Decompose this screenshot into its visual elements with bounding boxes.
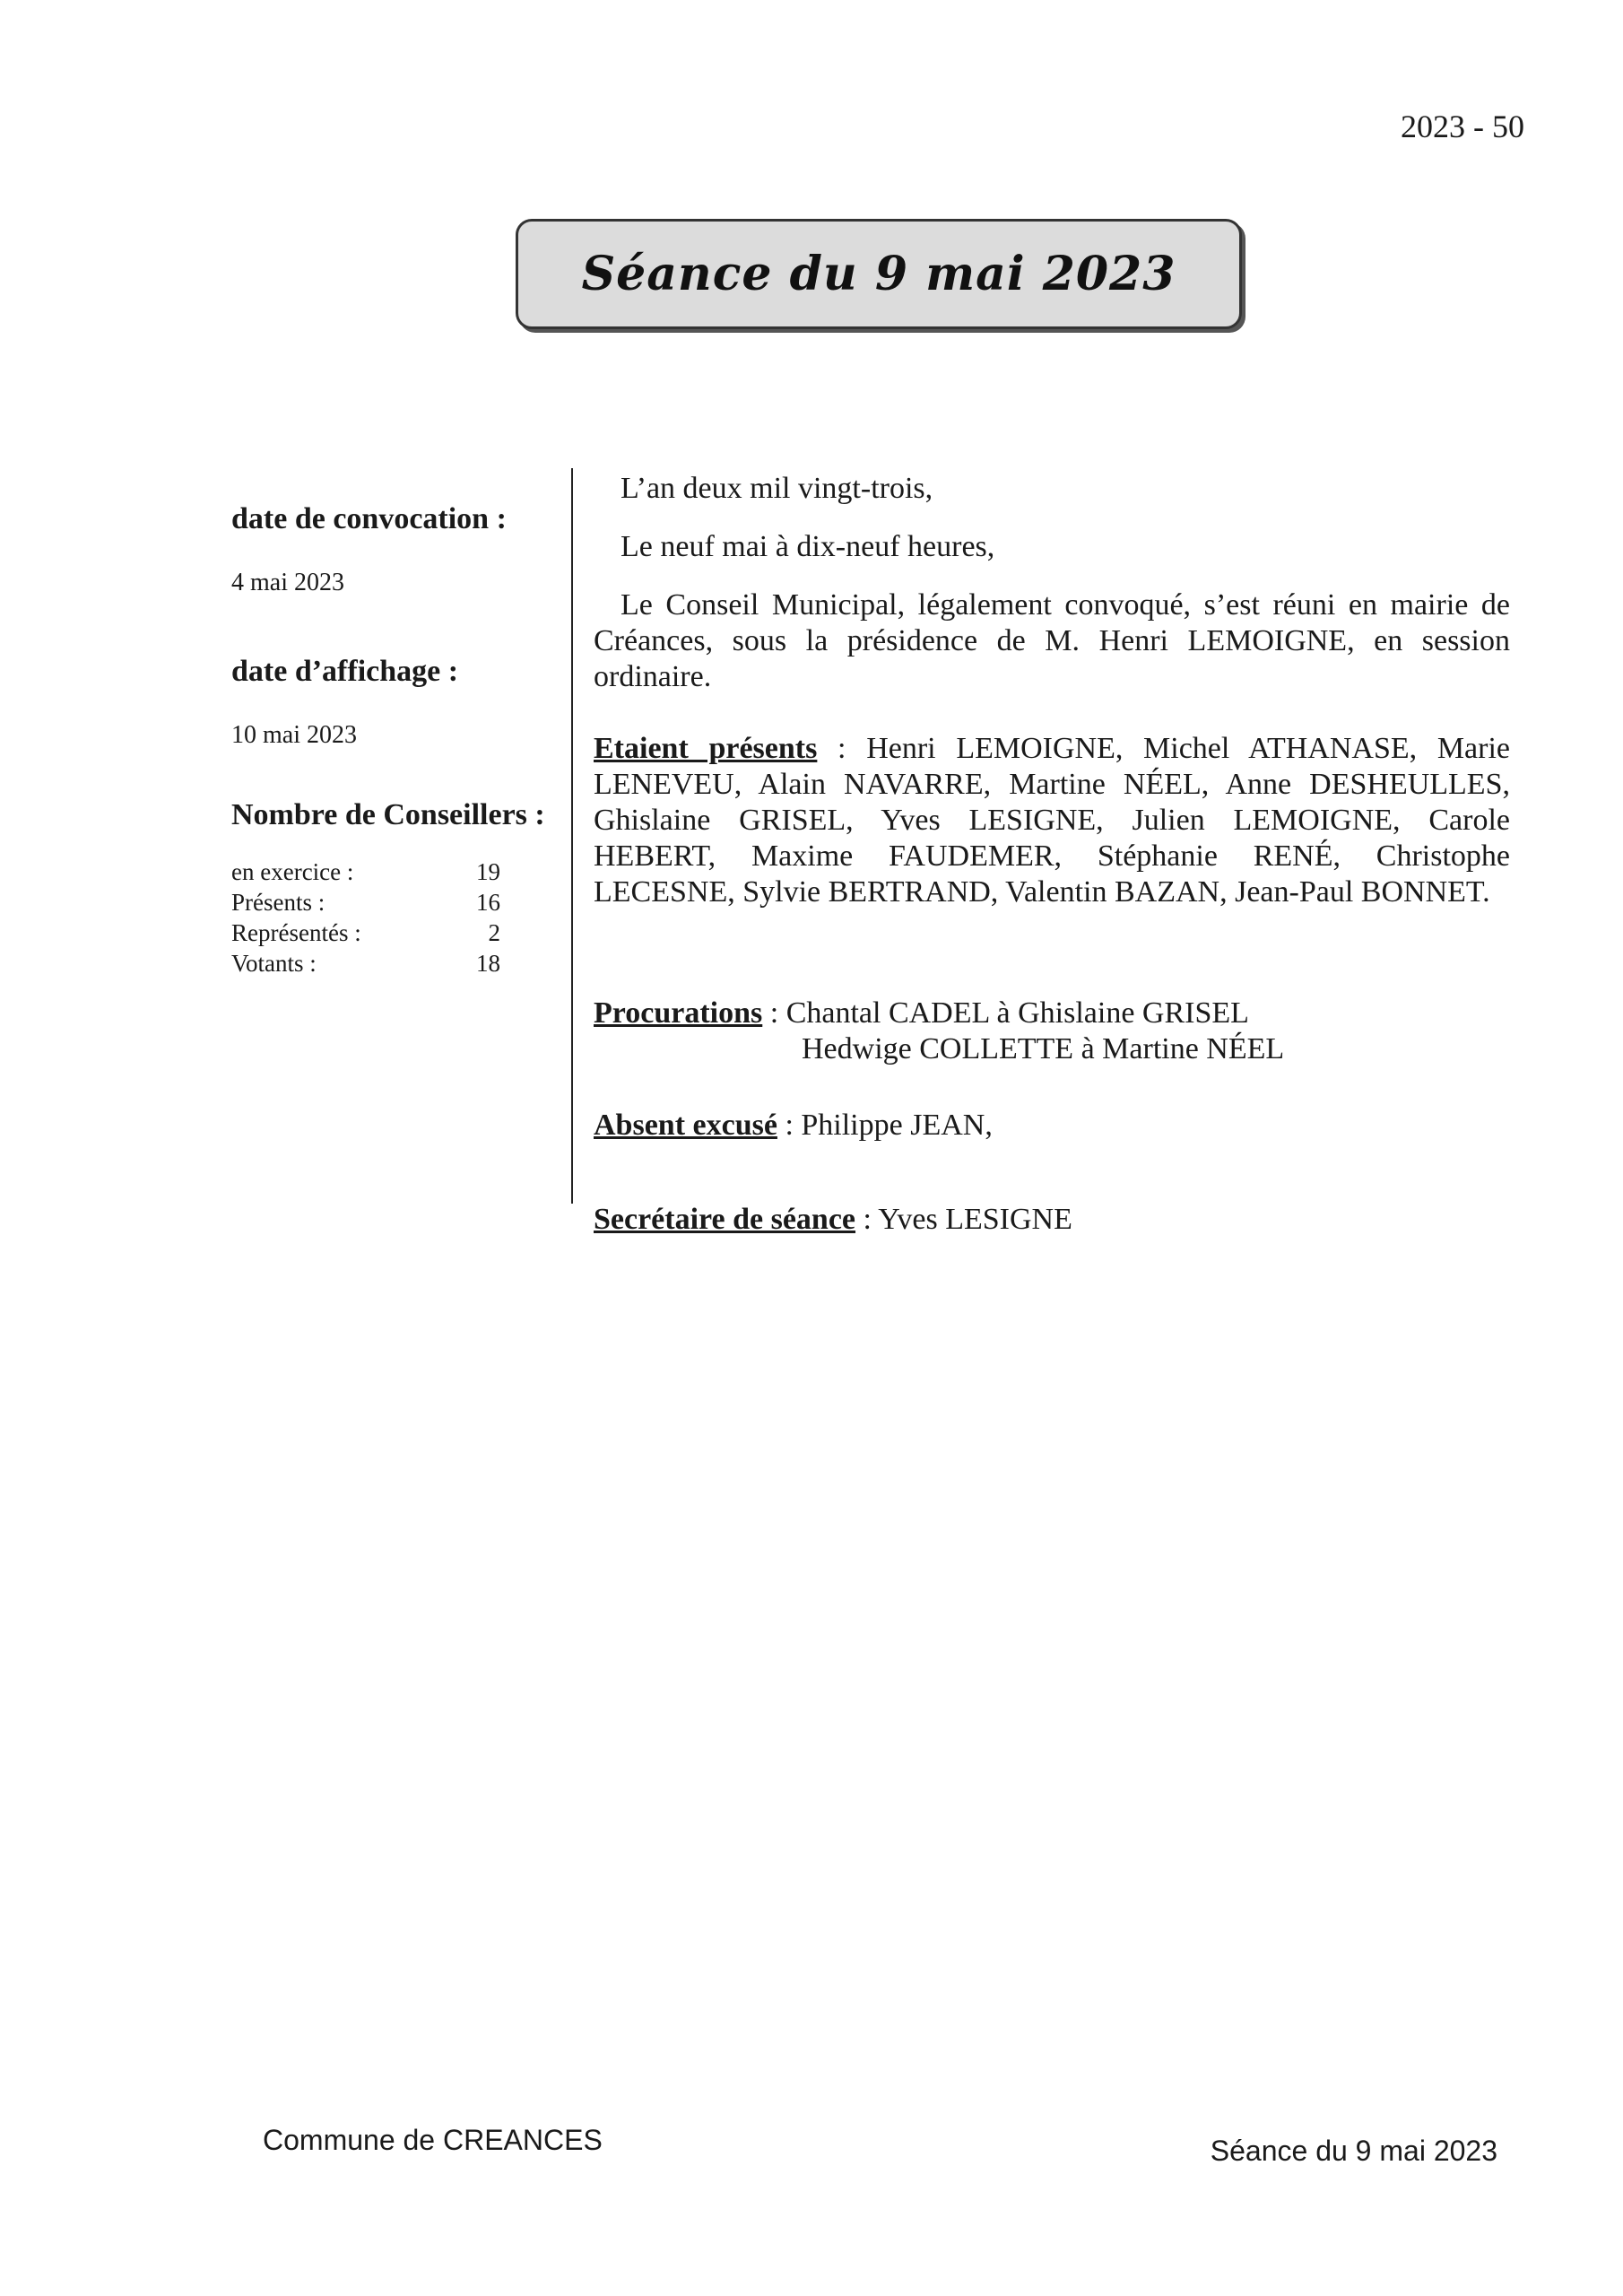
column-divider: [571, 468, 573, 1204]
count-row: [231, 857, 500, 887]
convocation-value: 4 mai 2023: [231, 569, 344, 596]
page-number: 2023 - 50: [1401, 109, 1524, 144]
opening-line-time: Le neuf mai à dix-neuf heures,: [621, 530, 995, 563]
count-label: en exercice :: [231, 858, 354, 885]
opening-paragraph: Le Conseil Municipal, légalement convoqué, s’est réuni en mairie de Créances, sous la présidence de M. Henri LEMOIGNE, en session ordinaire.: [594, 588, 1510, 693]
count-label: Votants :: [231, 950, 317, 977]
conseillers-counts: [231, 857, 500, 978]
count-row: [231, 887, 500, 918]
procurations-label: Procurations: [594, 996, 763, 1030]
conseillers-label: Nombre de Conseillers :: [231, 798, 545, 831]
count-row: [231, 918, 500, 948]
count-value: 18: [476, 950, 500, 977]
secretaire-label: Secrétaire de séance: [594, 1203, 856, 1236]
procurations-line-2: Hedwige COLLETTE à Martine NÉEL: [802, 1032, 1285, 1065]
footer-seance: Séance du 9 mai 2023: [1210, 2135, 1497, 2167]
count-value: 16: [476, 889, 500, 916]
convocation-label: date de convocation :: [231, 502, 507, 535]
absent-paragraph: [594, 1108, 993, 1144]
absent-label: Absent excusé: [594, 1109, 777, 1142]
title-box: [516, 219, 1242, 329]
presents-text: : Henri LEMOIGNE, Michel ATHANASE, Marie LENEVEU, Alain NAVARRE, Martine NÉEL, Anne DESHEULLES, Ghislaine GRISEL, Yves LESIGNE, Julien LEMOIGNE, Carole HEBERT, Maxime FAUDEMER, Stéphanie RENÉ, Christophe LECESNE, Sylvie BERTRAND, Valentin BAZAN, Jean-Paul BONNET.: [594, 732, 1511, 909]
absent-text: : Philippe JEAN,: [777, 1109, 993, 1142]
procurations-line-1: : Chantal CADEL à Ghislaine GRISEL: [762, 996, 1249, 1030]
procurations-paragraph: [594, 996, 1249, 1031]
secretaire-text: : Yves LESIGNE: [855, 1203, 1072, 1236]
presents-label: Etaient présents: [594, 732, 818, 765]
count-value: 19: [476, 858, 500, 885]
count-label: Représentés :: [231, 919, 361, 946]
count-label: Présents :: [231, 889, 325, 916]
presents-paragraph: [594, 731, 1510, 910]
affichage-label: date d’affichage :: [231, 655, 459, 688]
affichage-value: 10 mai 2023: [231, 721, 357, 749]
secretaire-paragraph: [594, 1202, 1072, 1238]
count-row: [231, 948, 500, 978]
footer-commune: Commune de CREANCES: [263, 2124, 603, 2156]
opening-line-year: L’an deux mil vingt-trois,: [621, 472, 933, 505]
count-value: 2: [488, 919, 500, 946]
page-title: Séance du 9 mai 2023: [581, 247, 1176, 301]
